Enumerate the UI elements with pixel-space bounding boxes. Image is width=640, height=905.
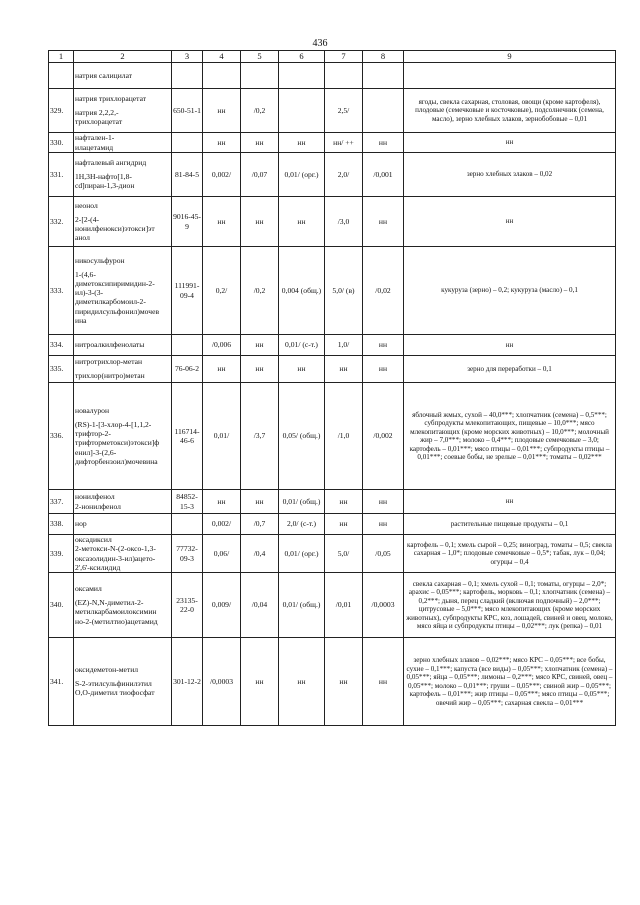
value-cell-5: нн — [241, 197, 279, 247]
table-row — [49, 573, 616, 638]
substance-name-cell — [74, 514, 172, 535]
value-cell-5: нн — [241, 638, 279, 726]
column-header: 4 — [203, 51, 241, 63]
row-number-cell: 334. — [49, 335, 74, 356]
residue-limits-cell: нн — [404, 335, 616, 356]
value-cell-8: нн — [363, 197, 404, 247]
value-cell-4: нн — [203, 356, 241, 383]
column-header: 7 — [325, 51, 363, 63]
substance-name-cell — [74, 63, 172, 89]
page-number: 436 — [312, 38, 328, 49]
hygienic-standards-table — [48, 50, 616, 726]
substance-name-line: метилкарбамоилоксимин — [75, 607, 157, 617]
row-number-cell: 335. — [49, 356, 74, 383]
substance-name-line: нафталевый ангидрид — [75, 158, 147, 168]
row-number-cell: 340. — [49, 573, 74, 638]
value-cell-4: 0,002/ — [203, 514, 241, 535]
substance-name-line: нонилфенокси)этокси]эт — [75, 223, 155, 233]
table-row — [49, 356, 616, 383]
substance-name-line: трифторметокси)этокси]ф — [75, 438, 160, 448]
substance-name-line: анол — [75, 233, 90, 243]
value-cell-7: нн/ ++ — [325, 133, 363, 153]
value-cell-8: нн — [363, 335, 404, 356]
substance-name-cell — [74, 197, 172, 247]
column-header: 3 — [172, 51, 203, 63]
cas-number-cell: 116714-46-6 — [172, 383, 203, 490]
value-cell-5: /0,2 — [241, 89, 279, 133]
substance-name-line: О,О-диметил тиофосфат — [75, 688, 155, 698]
substance-name-line: нор — [75, 519, 87, 529]
column-header: 1 — [49, 51, 74, 63]
value-cell-4: 0,002/ — [203, 153, 241, 197]
value-cell-7: нн — [325, 514, 363, 535]
substance-name-line: диметоксипиримидин-2- — [75, 278, 155, 288]
table-row — [49, 89, 616, 133]
substance-name-line: диметилкарбомоил-2- — [75, 297, 146, 307]
table-row — [49, 514, 616, 535]
value-cell-5: /0,04 — [241, 573, 279, 638]
residue-limits-cell: нн — [404, 197, 616, 247]
row-number-cell: 337. — [49, 490, 74, 514]
substance-name-line: но-2-(метилтио)ацетамид — [75, 616, 158, 626]
substance-name-line: нитроалкилфенолаты — [75, 340, 145, 350]
value-cell-5 — [241, 63, 279, 89]
substance-name-line: никосульфурон — [75, 255, 125, 265]
row-number-cell: 341. — [49, 638, 74, 726]
cas-number-cell: 9016-45-9 — [172, 197, 203, 247]
value-cell-8: /0,05 — [363, 535, 404, 573]
residue-limits-cell — [404, 63, 616, 89]
value-cell-8: /0,001 — [363, 153, 404, 197]
substance-name-line: (EZ)-N,N-диметил-2- — [75, 598, 144, 608]
value-cell-7: нн — [325, 638, 363, 726]
value-cell-5: /0,7 — [241, 514, 279, 535]
value-cell-7: 2,0/ — [325, 153, 363, 197]
substance-name-line: ил)-3-(3- — [75, 288, 104, 298]
residue-limits-cell: ягоды, свекла сахарная, столовая, овощи (кроме картофеля), плодовые (семечковые и косточковые), подсолнечник (семена, масло), зерно хлебных злаков, зернобобовые – 0,01 — [404, 89, 616, 133]
substance-name-cell — [74, 535, 172, 573]
residue-limits-cell: зерно хлебных злаков – 0,02***; мясо КРС – 0,05***; все бобы, сухие – 0,1***; капуста (все виды) – 0,05***; хлопчатник (семена) – 0,05***; яйца – 0,05***; лимоны – 0,2***; мясо КРС, свиней, овец – 0,05***; молоко – 0,01***; груши – 0,05***; свиной жир – 0,05***; картофель – 0,01***; жир птицы – 0,05***; мясо птицы – 0,05***; овечий жир – 0,05***; сахарная свекла – 0,01*** — [404, 638, 616, 726]
value-cell-8 — [363, 89, 404, 133]
value-cell-8: нн — [363, 490, 404, 514]
value-cell-4: нн — [203, 490, 241, 514]
value-cell-5: нн — [241, 356, 279, 383]
value-cell-7 — [325, 63, 363, 89]
substance-name-cell — [74, 573, 172, 638]
residue-limits-cell: зерно хлебных злаков – 0,02 — [404, 153, 616, 197]
column-number-row — [49, 51, 616, 63]
substance-name-line: натрия салицилат — [75, 70, 133, 80]
substance-name-line: оксамил — [75, 584, 102, 594]
cas-number-cell: 77732-09-3 — [172, 535, 203, 573]
value-cell-4: 0,06/ — [203, 535, 241, 573]
substance-name-line: новалурон — [75, 405, 110, 415]
substance-name-line: ина — [75, 315, 87, 325]
cas-number-cell: 84852-15-3 — [172, 490, 203, 514]
substance-name-cell — [74, 490, 172, 514]
value-cell-6 — [279, 89, 325, 133]
table-row — [49, 63, 616, 89]
substance-name-cell — [74, 133, 172, 153]
value-cell-6: нн — [279, 638, 325, 726]
value-cell-6: 0,01/ (общ.) — [279, 573, 325, 638]
value-cell-7: 5,0/ (в) — [325, 247, 363, 335]
value-cell-8: /0,02 — [363, 247, 404, 335]
table-row — [49, 490, 616, 514]
residue-limits-cell: кукуруза (зерно) – 0,2; кукуруза (масло) – 0,1 — [404, 247, 616, 335]
value-cell-4: /0,006 — [203, 335, 241, 356]
value-cell-4: 0,01/ — [203, 383, 241, 490]
row-number-cell: 332. — [49, 197, 74, 247]
cas-number-cell — [172, 335, 203, 356]
column-header: 8 — [363, 51, 404, 63]
value-cell-8: нн — [363, 638, 404, 726]
substance-name-line: нонилфенол — [75, 492, 115, 502]
value-cell-5: /0,2 — [241, 247, 279, 335]
row-number-cell — [49, 63, 74, 89]
row-number-cell: 330. — [49, 133, 74, 153]
value-cell-7: /0,01 — [325, 573, 363, 638]
residue-limits-cell: зерно для переработки – 0,1 — [404, 356, 616, 383]
substance-name-line: (RS)-1-[3-хлор-4-[1,1,2- — [75, 419, 152, 429]
value-cell-5: /0,4 — [241, 535, 279, 573]
column-header: 9 — [404, 51, 616, 63]
cas-number-cell: 23135-22-0 — [172, 573, 203, 638]
table-row — [49, 197, 616, 247]
value-cell-5: /0,07 — [241, 153, 279, 197]
cas-number-cell: 301-12-2 — [172, 638, 203, 726]
substance-name-cell — [74, 638, 172, 726]
value-cell-6: нн — [279, 133, 325, 153]
cas-number-cell — [172, 514, 203, 535]
residue-limits-cell: яблочный жмых, сухой – 40,0***; хлопчатник (семена) – 0,5***; субпродукты млекопитающих, пищевые – 10,0***; мясо млекопитающих (кроме морских животных) – 10,0***; молочный жир – 7,0***; молоко – 0,4***; плодовые семечковые – 3,0; картофель – 0,01***; мясо птицы – 0,01***; субпродукты птицы – 0,01***; соевые бобы, не зрелые – 0,01***; томаты – 0,02*** — [404, 383, 616, 490]
value-cell-6: нн — [279, 197, 325, 247]
substance-name-line: натрия 2,2,2,- — [75, 108, 119, 118]
value-cell-5: нн — [241, 335, 279, 356]
value-cell-7: нн — [325, 490, 363, 514]
cas-number-cell: 81-84-5 — [172, 153, 203, 197]
cas-number-cell: 111991-09-4 — [172, 247, 203, 335]
substance-name-line: 2',6'-ксилидид — [75, 562, 121, 572]
substance-name-line: оксадиксил — [75, 535, 112, 544]
substance-name-cell — [74, 335, 172, 356]
substance-name-line: неонол — [75, 200, 98, 210]
column-header: 6 — [279, 51, 325, 63]
row-number-cell: 331. — [49, 153, 74, 197]
value-cell-4: нн — [203, 197, 241, 247]
substance-name-line: трихлорацетат — [75, 117, 123, 127]
table-row — [49, 383, 616, 490]
residue-limits-cell: растительные пищевые продукты – 0,1 — [404, 514, 616, 535]
row-number-cell: 329. — [49, 89, 74, 133]
value-cell-4: /0,0003 — [203, 638, 241, 726]
cas-number-cell: 650-51-1 — [172, 89, 203, 133]
substance-name-cell — [74, 89, 172, 133]
substance-name-cell — [74, 153, 172, 197]
substance-name-line: 2-нонилфенол — [75, 501, 121, 511]
row-number-cell: 338. — [49, 514, 74, 535]
residue-limits-cell: нн — [404, 133, 616, 153]
substance-name-cell — [74, 356, 172, 383]
substance-name-cell — [74, 247, 172, 335]
residue-limits-cell: свекла сахарная – 0,1; хмель сухой – 0,1; томаты, огурцы – 2,0*; арахис – 0,05***; картофель, морковь – 0,1; хлопчатник (семена) – 0,2***; дыня, перец сладкий (включая подпочный) – 2,0***; цитрусовые – 5,0***; мясо млекопитающих (кроме морских животных), субпродукты КРС, коз, лошадей, свиней и овец, молоко, мясо яйца и субпродукты птицы – 0,02***; лук (репка) – 0,01 — [404, 573, 616, 638]
table-row — [49, 153, 616, 197]
substance-name-line: енил]-3-(2,6- — [75, 447, 117, 457]
substance-name-line: трихлор(нитро)метан — [75, 371, 145, 381]
substance-name-cell — [74, 383, 172, 490]
value-cell-4: 0,2/ — [203, 247, 241, 335]
value-cell-4: 0,009/ — [203, 573, 241, 638]
value-cell-6: 0,004 (общ.) — [279, 247, 325, 335]
substance-name-line: 2-метокси-N-(2-оксо-1,3- — [75, 544, 156, 554]
value-cell-8 — [363, 63, 404, 89]
table-row — [49, 335, 616, 356]
substance-name-line: пиридилсульфонил)мочев — [75, 306, 160, 316]
row-number-cell: 339. — [49, 535, 74, 573]
substance-name-line: трифтор-2- — [75, 429, 111, 439]
value-cell-8: /0,0003 — [363, 573, 404, 638]
column-header: 5 — [241, 51, 279, 63]
value-cell-7: 5,0/ — [325, 535, 363, 573]
substance-name-line: дифторбензоил)мочевина — [75, 456, 158, 466]
table-row — [49, 247, 616, 335]
value-cell-8: нн — [363, 356, 404, 383]
value-cell-5: /3,7 — [241, 383, 279, 490]
value-cell-6: 0,05/ (общ.) — [279, 383, 325, 490]
value-cell-5: нн — [241, 133, 279, 153]
residue-limits-cell: нн — [404, 490, 616, 514]
substance-name-line: нитротрихлор-метан — [75, 357, 143, 367]
cas-number-cell — [172, 63, 203, 89]
value-cell-6: 0,01/ (общ.) — [279, 490, 325, 514]
value-cell-6: 2,0/ (с-т.) — [279, 514, 325, 535]
table-row — [49, 638, 616, 726]
table-row — [49, 535, 616, 573]
substance-name-line: 2-[2-(4- — [75, 214, 100, 224]
value-cell-7: 1,0/ — [325, 335, 363, 356]
substance-name-line: 1Н,3Н-нафто[1,8- — [75, 172, 132, 182]
value-cell-7: 2,5/ — [325, 89, 363, 133]
substance-name-line: натрия трихлорацетат — [75, 94, 147, 104]
residue-limits-cell: картофель – 0,1; хмель сырой – 0,25; виноград, томаты – 0,5; свекла сахарная – 1,0*; плодовые семечковые – 0,5*; табак, лук – 0,04; огурцы – 0,4 — [404, 535, 616, 573]
value-cell-4 — [203, 63, 241, 89]
substance-name-line: илацетамид — [75, 142, 114, 152]
value-cell-6: 0,01/ (орг.) — [279, 153, 325, 197]
substance-name-line: S-2-этилсульфинилэтил — [75, 679, 152, 689]
value-cell-8: /0,002 — [363, 383, 404, 490]
substance-name-line: 1-(4,6- — [75, 269, 96, 279]
value-cell-4: нн — [203, 133, 241, 153]
value-cell-7: нн — [325, 356, 363, 383]
value-cell-4: нн — [203, 89, 241, 133]
cas-number-cell: 76-06-2 — [172, 356, 203, 383]
value-cell-8: нн — [363, 133, 404, 153]
value-cell-5: нн — [241, 490, 279, 514]
value-cell-6 — [279, 63, 325, 89]
column-header: 2 — [74, 51, 172, 63]
cas-number-cell — [172, 133, 203, 153]
substance-name-line: оксазолидин-3-ил)ацето- — [75, 553, 156, 563]
row-number-cell: 336. — [49, 383, 74, 490]
value-cell-7: /1,0 — [325, 383, 363, 490]
value-cell-7: /3,0 — [325, 197, 363, 247]
value-cell-6: нн — [279, 356, 325, 383]
substance-name-line: оксидеметон-метил — [75, 665, 139, 675]
value-cell-6: 0,01/ (с-т.) — [279, 335, 325, 356]
substance-name-line: нафтален-1- — [75, 133, 115, 143]
value-cell-6: 0,01/ (орг.) — [279, 535, 325, 573]
table-row — [49, 133, 616, 153]
substance-name-line: cd]пиран-1,3-дион — [75, 181, 135, 191]
value-cell-8: нн — [363, 514, 404, 535]
row-number-cell: 333. — [49, 247, 74, 335]
